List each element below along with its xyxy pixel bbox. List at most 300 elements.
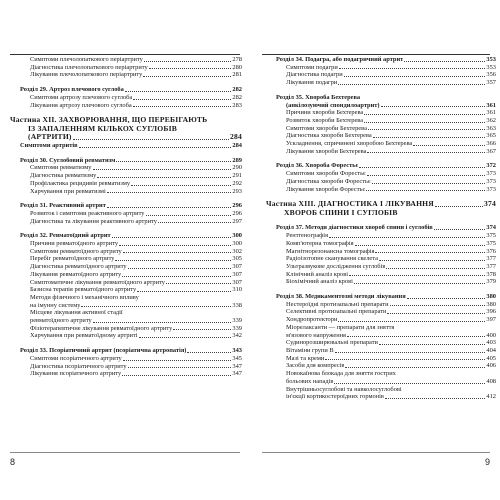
- toc-entry[interactable]: [266, 370, 496, 378]
- toc-entry[interactable]: [266, 378, 496, 386]
- toc-page-number: 363: [486, 124, 496, 132]
- toc-entry[interactable]: [266, 240, 496, 248]
- toc-entry[interactable]: [10, 210, 242, 218]
- toc-entry-title: Розділ 34. Подагра, або подагричний артрит: [276, 56, 404, 63]
- dot-leader: [146, 215, 232, 216]
- toc-page-number: 406: [486, 362, 496, 370]
- toc-entry-title: Ультразвукове дослідження суглобів: [286, 262, 386, 270]
- toc-entry[interactable]: [266, 186, 496, 194]
- dot-leader: [158, 222, 232, 223]
- toc-entry-title: Місцеве лікування активної стадії: [30, 309, 123, 317]
- toc-entry-title: Міорелаксанти — препарати для зняття: [286, 323, 395, 331]
- toc-page-number: 380: [486, 293, 496, 301]
- toc-entry-title: Лікування хвороби Бехтерева: [286, 147, 367, 155]
- toc-entry[interactable]: [266, 362, 496, 370]
- dot-leader: [131, 185, 231, 186]
- toc-page-number: 378: [486, 270, 496, 278]
- toc-entry-title: Розділ 31. Реактивний артрит: [20, 202, 106, 210]
- toc-spacer: [10, 225, 242, 232]
- toc-entry-title: Діагностика ревматоїдного артриту: [30, 263, 127, 271]
- toc-entry[interactable]: [266, 170, 496, 178]
- toc-page-number: 300: [232, 232, 242, 240]
- toc-entry-title: Лікування хвороби Форестьє: [286, 185, 366, 193]
- toc-page-number: 362: [486, 116, 496, 124]
- toc-page-number: 289: [232, 156, 242, 164]
- toc-page-number: 282: [232, 93, 242, 101]
- toc-entry[interactable]: [10, 164, 242, 172]
- top-rule: [262, 54, 490, 55]
- toc-entry[interactable]: [10, 370, 242, 378]
- dot-leader: [133, 99, 231, 100]
- toc-page-number: 412: [486, 393, 496, 401]
- toc-entry[interactable]: [10, 302, 242, 310]
- toc-entry-title: Лікування псоріатичного артриту: [30, 370, 122, 378]
- toc-entry-title: Симптоматичне лікування ревматоїдного артриту: [30, 278, 165, 286]
- toc-page-number: 377: [486, 262, 496, 270]
- dot-leader: [144, 61, 232, 62]
- toc-entry-title: ХВОРОБ СПИНИ І СУГЛОБІВ: [284, 208, 398, 217]
- toc-page-number: 365: [486, 132, 496, 140]
- toc-page-number: 361: [486, 101, 496, 109]
- toc-page-number: 296: [232, 202, 242, 210]
- toc-entry-title: Вітаміни групи В: [286, 346, 334, 354]
- toc-page-number: 278: [232, 56, 242, 63]
- dot-leader: [379, 344, 485, 345]
- toc-page-number: 296: [232, 209, 242, 217]
- toc-entry-title: ревматоїдного артриту: [30, 317, 92, 325]
- toc-page-number: 307: [232, 270, 242, 278]
- toc-entry-title: Лікування подагри: [286, 79, 338, 87]
- toc-entry-title: Мазі та креми: [286, 354, 325, 362]
- toc-page-number: 403: [486, 339, 496, 347]
- toc-entry[interactable]: [10, 332, 242, 340]
- dot-leader: [329, 237, 485, 238]
- toc-entry-title: Діагностика ревматизму: [30, 172, 97, 180]
- toc-entry-title: Ускладнення, спричинені хворобою Бехтерева: [286, 140, 413, 148]
- toc-page-number: 361: [486, 109, 496, 117]
- dot-leader: [73, 139, 229, 140]
- toc-entry[interactable]: [266, 324, 496, 332]
- toc-page-number: 405: [486, 354, 496, 362]
- toc-page-number: 380: [486, 300, 496, 308]
- toc-entry[interactable]: [10, 102, 242, 110]
- toc-page-number: 400: [486, 331, 496, 339]
- toc-entry-title: Симптоми ревматоїдного артриту: [30, 247, 122, 255]
- toc-page-number: 347: [232, 362, 242, 370]
- toc-entry-title: Лікування ревматоїдного артриту: [30, 270, 122, 278]
- toc-entry-title: Магнітнорезонансна томографія: [286, 247, 375, 255]
- toc-entry[interactable]: [10, 180, 242, 188]
- toc-chapter[interactable]: [266, 162, 496, 170]
- toc-entry-title: Розвиток хвороби Бехтерева: [286, 116, 364, 124]
- toc-entry[interactable]: [266, 232, 496, 240]
- toc-entry[interactable]: [10, 71, 242, 79]
- toc-page-number: 375: [486, 239, 496, 247]
- toc-page-number: 373: [486, 170, 496, 178]
- toc-part-heading[interactable]: [266, 209, 496, 218]
- dot-leader: [139, 337, 232, 338]
- toc-entry[interactable]: [266, 393, 496, 401]
- toc-entry[interactable]: [10, 188, 242, 196]
- dot-leader: [149, 68, 232, 69]
- toc-part-heading[interactable]: [10, 133, 242, 142]
- toc-page-number: 307: [232, 278, 242, 286]
- toc-entry-title: Діагностика псоріатичного артриту: [30, 362, 127, 370]
- toc-entry[interactable]: [10, 248, 242, 256]
- toc-entry[interactable]: [10, 56, 242, 64]
- toc-entry[interactable]: [10, 271, 242, 279]
- dot-leader: [354, 283, 486, 284]
- dot-leader: [413, 145, 485, 146]
- dot-leader: [128, 268, 232, 269]
- toc-entry[interactable]: [266, 71, 496, 79]
- toc-entry-title: Розділ 37. Методи діагностики хвороб спини і суглобів: [276, 224, 433, 232]
- dot-leader: [79, 147, 232, 148]
- toc-spacer: [10, 109, 242, 116]
- toc-entry-title: Симптоми хвороби Бехтерева: [286, 124, 367, 132]
- top-rule: [10, 54, 240, 55]
- dot-leader: [187, 352, 231, 353]
- toc-chapter[interactable]: [266, 56, 496, 64]
- toc-entry-title: Розділ 33. Псоріатичний артрит (псоріатична артропатія): [20, 347, 187, 355]
- toc-page-number: 302: [232, 247, 242, 255]
- toc-entry-title: больових нападів: [286, 377, 334, 385]
- dot-leader: [325, 359, 485, 360]
- toc-entry[interactable]: [10, 325, 242, 333]
- dot-leader: [334, 383, 485, 384]
- toc-entry-title: Розділ 32. Ревматоїдний артрит: [20, 232, 111, 240]
- toc-page-number: 375: [486, 232, 496, 240]
- dot-leader: [122, 375, 231, 376]
- toc-entry-title: Частина XII. ЗАХВОРЮВАННЯ, ЩО ПЕРЕБІГАЮТЬ: [10, 116, 208, 125]
- dot-leader: [335, 352, 486, 353]
- toc-entry-title: Симптоми артритів: [20, 142, 78, 149]
- toc-entry[interactable]: [266, 132, 496, 140]
- toc-entry[interactable]: [10, 279, 242, 287]
- toc-page-number: 376: [486, 247, 496, 255]
- toc-entry-title: Харчування при ревматизмі: [30, 187, 106, 195]
- toc-entry-title: Розділ 35. Хвороба Бехтерева: [276, 93, 361, 101]
- toc-page-number: 339: [232, 317, 242, 325]
- dot-leader: [93, 322, 232, 323]
- toc-entry[interactable]: [266, 79, 496, 87]
- toc-entry[interactable]: [266, 248, 496, 256]
- toc-entry-title: Новокаїнова блокада для зняття гострих: [286, 370, 396, 378]
- toc-page-number: 297: [232, 217, 242, 225]
- toc-page-number: 374: [486, 224, 496, 232]
- toc-entry-title: Розділ 30. Суглобовий ревматизм: [20, 156, 116, 164]
- toc-page-number: 347: [232, 370, 242, 378]
- toc-entry-title: Клінічний аналіз крові: [286, 270, 349, 278]
- dot-leader: [434, 229, 486, 230]
- toc-part-heading[interactable]: [266, 200, 496, 209]
- dot-leader: [375, 252, 485, 253]
- dot-leader: [81, 306, 231, 307]
- dot-leader: [381, 106, 486, 107]
- toc-entry-title: Симптоми артрозу плечового суглоба: [30, 93, 133, 101]
- toc-entry-title: Симптоми хвороби Форестьє: [286, 170, 366, 178]
- toc-entry-title: Причини ревматоїдного артриту: [30, 240, 119, 248]
- toc-entry[interactable]: [266, 148, 496, 156]
- toc-entry[interactable]: [10, 64, 242, 72]
- toc-entry-title: Лікування плечолопаткового періартриту: [30, 71, 143, 79]
- dot-leader: [387, 313, 485, 314]
- toc-part-heading[interactable]: [10, 116, 242, 125]
- toc-spacer: [10, 79, 242, 86]
- toc-entry-title: Методи фізичного і механічного впливу: [30, 293, 139, 301]
- dot-leader: [107, 192, 232, 193]
- toc-entry-title: Діагностика плечолопаткового періартриту: [30, 63, 148, 71]
- toc-spacer: [266, 286, 496, 293]
- toc-entry-title: Симптоми псоріатичного артриту: [30, 354, 122, 362]
- toc-page-number: 353: [486, 63, 496, 71]
- toc-page-number: 345: [232, 354, 242, 362]
- toc-entry[interactable]: [266, 178, 496, 186]
- toc-entry-title: Перебіг ревматоїдного артриту: [30, 255, 115, 263]
- dot-leader: [125, 91, 232, 92]
- toc-entry-title: Базисна терапія ревматоїдного артриту: [30, 286, 137, 294]
- dot-leader: [364, 122, 485, 123]
- dot-leader: [133, 106, 232, 107]
- toc-entry-title: Комп'ютерна томографія: [286, 239, 354, 247]
- toc-page-number: 307: [232, 263, 242, 271]
- toc-entry-title: Симптоми ревматизму: [30, 164, 92, 172]
- dot-leader: [407, 298, 486, 299]
- toc-page-number: 377: [486, 255, 496, 263]
- dot-leader: [115, 260, 231, 261]
- toc-entry[interactable]: [10, 294, 242, 302]
- toc-spacer: [10, 150, 242, 157]
- dot-leader: [143, 76, 231, 77]
- toc-page-number: 366: [486, 140, 496, 148]
- toc-chapter[interactable]: [10, 142, 242, 150]
- toc-entry[interactable]: [266, 339, 496, 347]
- toc-spacer: [266, 193, 496, 200]
- toc-entry-title: Нестероїдні протизапальні препарати: [286, 300, 389, 308]
- toc-page-number: 339: [232, 324, 242, 332]
- dot-leader: [404, 61, 485, 62]
- dot-leader: [364, 114, 485, 115]
- toc-spacer: [266, 155, 496, 162]
- toc-entry[interactable]: [266, 263, 496, 271]
- toc-entry[interactable]: [266, 117, 496, 125]
- toc-entry-title: Профілактика рецидивів ревматизму: [30, 179, 131, 187]
- toc-entry-title: м'язового напруження: [286, 331, 347, 339]
- toc-entry-title: Біохімічний аналіз крові: [286, 278, 353, 286]
- toc-entry-title: Лікування артрозу плечового суглоба: [30, 101, 132, 109]
- toc-page-number: 293: [232, 187, 242, 195]
- dot-leader: [435, 206, 483, 207]
- toc-page-number: 338: [232, 301, 242, 309]
- toc-entry[interactable]: [266, 278, 496, 286]
- toc-entry-title: Діагностика та лікування реактивного артриту: [30, 217, 157, 225]
- toc-entry[interactable]: [10, 309, 242, 317]
- toc-page-number: 281: [232, 71, 242, 79]
- dot-leader: [366, 190, 485, 191]
- toc-page-number: 372: [486, 162, 496, 170]
- toc-entry-title: Симптоми подагри: [286, 63, 338, 71]
- toc-spacer: [266, 87, 496, 94]
- dot-leader: [386, 268, 485, 269]
- toc-entry[interactable]: [266, 271, 496, 279]
- toc-entry[interactable]: [10, 363, 242, 371]
- toc-right: [266, 56, 496, 401]
- dot-leader: [119, 245, 231, 246]
- toc-entry-title: на імунну систему: [30, 301, 81, 309]
- toc-entry[interactable]: [266, 102, 496, 110]
- toc-entry[interactable]: [266, 140, 496, 148]
- dot-leader: [345, 367, 485, 368]
- dot-leader: [173, 329, 231, 330]
- dot-leader: [122, 276, 231, 277]
- toc-page-number: 282: [232, 86, 242, 94]
- toc-part-heading[interactable]: [10, 125, 242, 134]
- toc-entry[interactable]: [266, 386, 496, 394]
- toc-page-number: 310: [232, 286, 242, 294]
- toc-page-number: 305: [232, 255, 242, 263]
- dot-leader: [116, 161, 231, 162]
- page-number: 9: [485, 457, 491, 467]
- toc-chapter[interactable]: [10, 202, 242, 210]
- toc-entry[interactable]: [266, 109, 496, 117]
- toc-entry[interactable]: [10, 172, 242, 180]
- toc-entry-title: Хондропротектори: [286, 316, 338, 324]
- toc-entry-title: Рентгенографія: [286, 232, 329, 240]
- dot-leader: [349, 275, 485, 276]
- toc-entry[interactable]: [10, 218, 242, 226]
- toc-entry-title: Судинорозширювальні препарати: [286, 339, 378, 347]
- dot-leader: [339, 68, 486, 69]
- dot-leader: [368, 129, 486, 130]
- toc-page-number: 374: [484, 199, 496, 209]
- toc-page-number: 343: [232, 347, 242, 355]
- dot-leader: [166, 283, 231, 284]
- toc-entry-title: (АРТРИТИ): [28, 133, 72, 142]
- toc-page-number: 280: [232, 63, 242, 71]
- toc-entry[interactable]: [266, 301, 496, 309]
- toc-entry-title: (анкілозуючий спондилоартрит): [286, 101, 380, 109]
- toc-spacer: [266, 217, 496, 224]
- toc-page-number: 404: [486, 346, 496, 354]
- toc-entry[interactable]: [266, 255, 496, 263]
- dot-leader: [338, 321, 485, 322]
- toc-entry[interactable]: [266, 355, 496, 363]
- toc-chapter[interactable]: [10, 347, 242, 355]
- toc-page-number: 283: [232, 101, 242, 109]
- toc-page-number: 353: [486, 56, 496, 63]
- toc-page-number: 290: [232, 164, 242, 172]
- dot-leader: [347, 336, 485, 337]
- dot-leader: [373, 137, 486, 138]
- bottom-rule: [262, 452, 490, 453]
- toc-entry-title: Розділ 36. Хвороба Форестьє: [276, 162, 359, 170]
- toc-entry-title: Діагностика хвороби Бехтерева: [286, 132, 372, 140]
- toc-entry[interactable]: [266, 308, 496, 316]
- toc-page-number: 356: [486, 71, 496, 79]
- toc-page-number: 373: [486, 177, 496, 185]
- toc-entry-title: Причини хвороби Бехтерева: [286, 109, 364, 117]
- dot-leader: [385, 398, 485, 399]
- toc-entry[interactable]: [266, 316, 496, 324]
- dot-leader: [359, 167, 485, 168]
- toc-spacer: [10, 340, 242, 347]
- toc-page-number: 342: [232, 332, 242, 340]
- toc-page-number: 408: [486, 377, 496, 385]
- toc-entry[interactable]: [10, 240, 242, 248]
- dot-leader: [123, 252, 232, 253]
- toc-entry[interactable]: [10, 255, 242, 263]
- toc-page-number: 300: [232, 240, 242, 248]
- toc-page-number: 397: [486, 316, 496, 324]
- toc-page-number: 396: [486, 308, 496, 316]
- toc-entry[interactable]: [266, 125, 496, 133]
- toc-entry[interactable]: [266, 64, 496, 72]
- dot-leader: [355, 245, 486, 246]
- toc-entry-title: Розділ 38. Медикаментозні методи лікування: [276, 293, 406, 301]
- toc-page-number: 367: [486, 147, 496, 155]
- toc-chapter[interactable]: [266, 94, 496, 102]
- dot-leader: [390, 305, 486, 306]
- toc-entry[interactable]: [10, 355, 242, 363]
- dot-leader: [344, 76, 486, 77]
- dot-leader: [93, 169, 232, 170]
- dot-leader: [367, 175, 486, 176]
- dot-leader: [128, 367, 232, 368]
- toc-page-number: 357: [486, 79, 496, 87]
- dot-leader: [379, 260, 485, 261]
- toc-entry-title: Симптоми плечолопаткового періартриту: [30, 56, 143, 63]
- dot-leader: [112, 237, 232, 238]
- toc-entry-title: Радіоізотопне сканування скелета: [286, 255, 378, 263]
- toc-page-number: 284: [232, 142, 242, 149]
- toc-left: [10, 56, 242, 378]
- toc-entry[interactable]: [266, 347, 496, 355]
- toc-chapter[interactable]: [10, 157, 242, 165]
- toc-entry-title: Фізіотерапевтичне лікування ревматоїдного артриту: [30, 324, 173, 332]
- toc-entry-title: Селективні протизапальні препарати: [286, 308, 387, 316]
- dot-leader: [137, 291, 231, 292]
- toc-entry[interactable]: [10, 286, 242, 294]
- toc-entry[interactable]: [10, 263, 242, 271]
- dot-leader: [372, 183, 486, 184]
- toc-chapter[interactable]: [10, 232, 242, 240]
- toc-chapter[interactable]: [10, 86, 242, 94]
- page-number: 8: [10, 457, 16, 467]
- toc-entry[interactable]: [10, 317, 242, 325]
- toc-entry-title: Діагностика подагри: [286, 71, 343, 79]
- toc-entry-title: Діагностика хвороби Форестьє: [286, 177, 371, 185]
- dot-leader: [338, 84, 485, 85]
- bottom-rule: [10, 452, 240, 453]
- dot-leader: [367, 152, 485, 153]
- toc-entry-title: Харчування при ревматоїдному артриті: [30, 332, 138, 340]
- toc-page-number: 284: [230, 132, 242, 142]
- dot-leader: [97, 177, 231, 178]
- toc-page-number: 373: [486, 185, 496, 193]
- toc-page-number: 291: [232, 172, 242, 180]
- toc-entry-title: ін'єкції кортикостероїдних гормонів: [286, 393, 384, 401]
- toc-page-number: 379: [486, 278, 496, 286]
- toc-entry-title: Засоби для компресів: [286, 362, 345, 370]
- dot-leader: [123, 360, 232, 361]
- toc-entry-title: Внутрішньосуглобові та навколосуглобові: [286, 385, 402, 393]
- toc-entry-title: Частина XIII. ДІАГНОСТИКА І ЛІКУВАННЯ: [266, 200, 434, 209]
- toc-entry[interactable]: [266, 332, 496, 340]
- toc-entry[interactable]: [10, 94, 242, 102]
- toc-entry-title: ІЗ ЗАПАЛЕННЯМ КІЛЬКОХ СУГЛОБІВ: [28, 124, 178, 133]
- toc-chapter[interactable]: [266, 224, 496, 232]
- toc-chapter[interactable]: [266, 293, 496, 301]
